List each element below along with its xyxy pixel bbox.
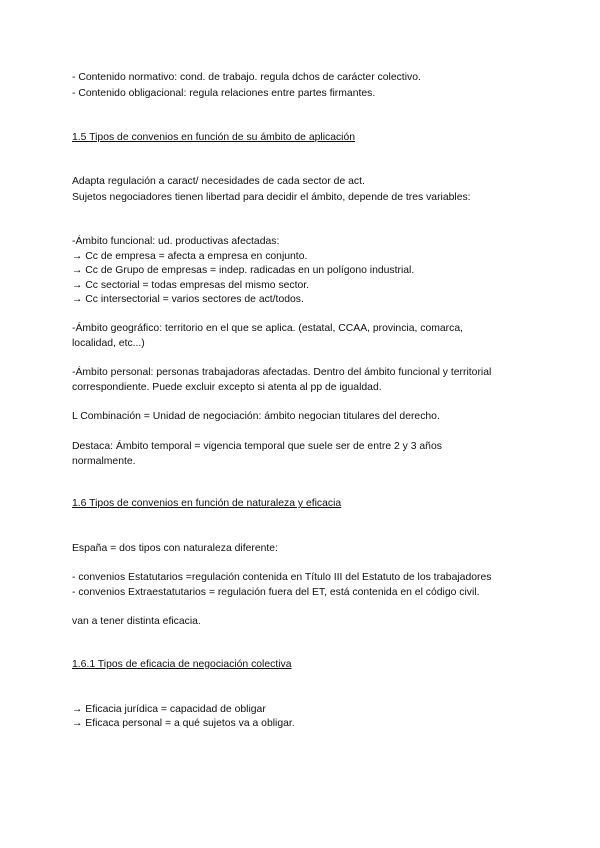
- subsection-heading: 1.6.1 Tipos de eficacia de negociación colectiva: [72, 659, 292, 670]
- text-line: L Combinación = Unidad de negociación: ámbito negocian titulares del derecho.: [72, 411, 440, 422]
- list-item: → Cc sectorial = todas empresas del mismo sector.: [72, 280, 310, 291]
- list-item: → Eficacia jurídica = capacidad de obligar: [72, 704, 266, 715]
- list-item: → Cc intersectorial = varios sectores de act/todos.: [72, 294, 304, 305]
- text-line: Sujetos negociadores tienen libertad para decidir el ámbito, depende de tres variables:: [72, 192, 471, 203]
- list-item: → Cc de empresa = afecta a empresa en conjunto.: [72, 251, 308, 262]
- text-line: - Contenido normativo: cond. de trabajo. regula dchos de carácter colectivo.: [72, 72, 421, 83]
- list-item: - convenios Estatutarios =regulación contenida en Título III del Estatuto de los trabajadores: [72, 572, 492, 583]
- text-line: -Ámbito funcional: ud. productivas afectadas:: [72, 236, 280, 247]
- list-item: → Cc de Grupo de empresas = indep. radicadas en un polígono industrial.: [72, 265, 415, 276]
- text-line: localidad, etc...): [72, 338, 145, 349]
- text-line: Destaca: Ámbito temporal = vigencia temporal que suele ser de entre 2 y 3 años: [72, 441, 442, 452]
- text-line: correspondiente. Puede excluir excepto si atenta al pp de igualdad.: [72, 382, 382, 393]
- text-line: -Ámbito personal: personas trabajadoras afectadas. Dentro del ámbito funcional y territorial: [72, 367, 492, 378]
- section-heading: 1.6 Tipos de convenios en función de naturaleza y eficacia: [72, 498, 342, 509]
- text-line: Adapta regulación a caract/ necesidades de cada sector de act.: [72, 176, 365, 187]
- text-line: van a tener distinta eficacia.: [72, 616, 201, 627]
- list-item: - convenios Extraestatutarios = regulación fuera del ET, está contenida en el código civil.: [72, 587, 480, 598]
- text-line: España = dos tipos con naturaleza diferente:: [72, 543, 278, 554]
- section-heading: 1.5 Tipos de convenios en función de su ámbito de aplicación: [72, 132, 356, 143]
- list-item: → Eficaca personal = a qué sujetos va a obligar.: [72, 718, 295, 729]
- text-line: normalmente.: [72, 456, 136, 467]
- text-line: -Ámbito geográfico: territorio en el que se aplica. (estatal, CCAA, provincia, comarca,: [72, 323, 463, 334]
- text-line: - Contenido obligacional: regula relaciones entre partes firmantes.: [72, 88, 376, 99]
